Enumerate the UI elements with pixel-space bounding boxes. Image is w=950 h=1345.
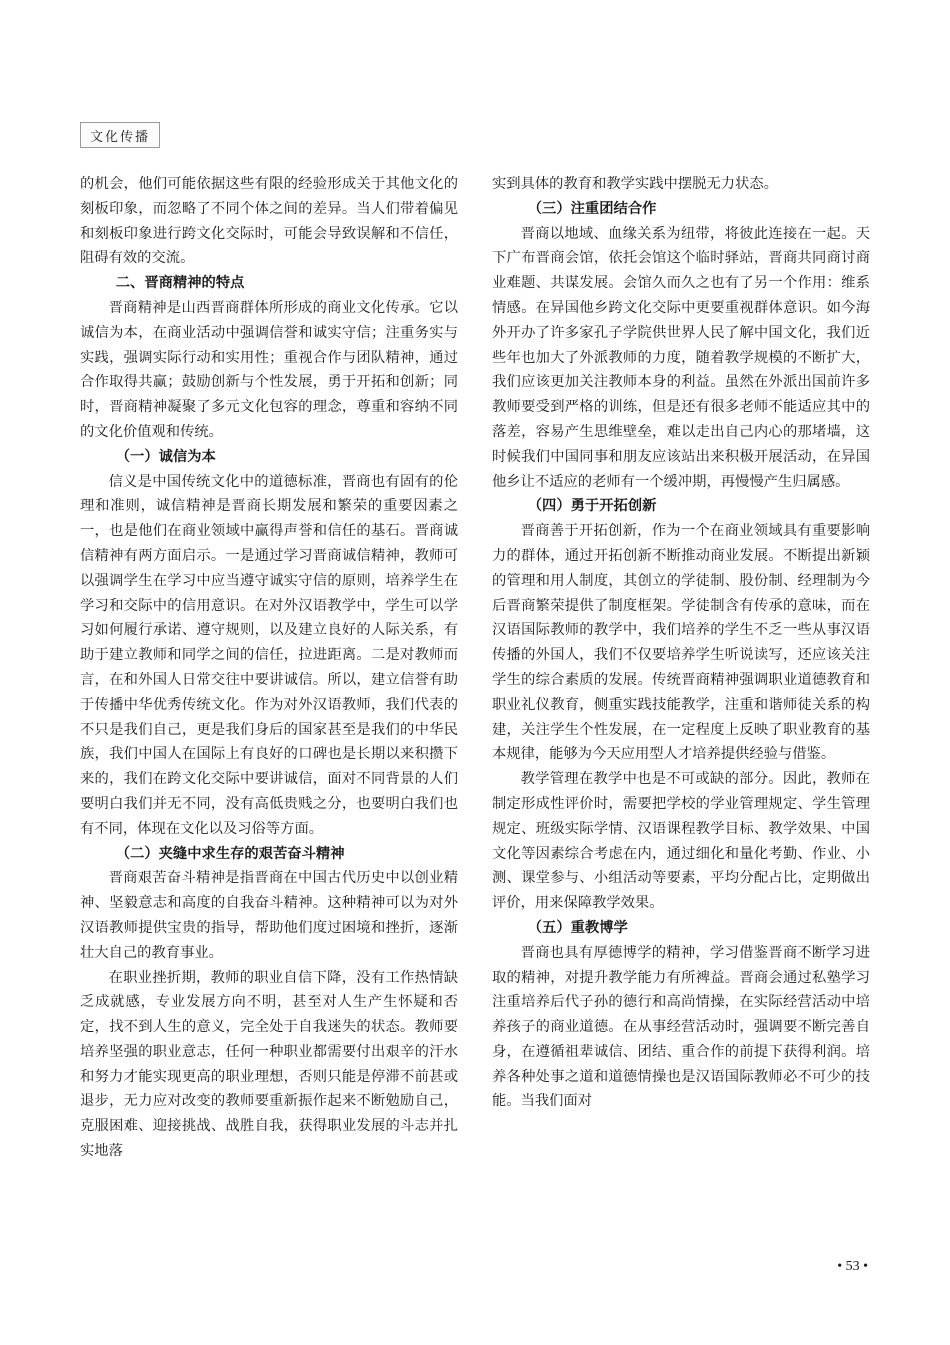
- paragraph-subsection-2a: 晋商艰苦奋斗精神是指晋商在中国古代历史中以创业精神、坚毅意志和高度的自我奋斗精神。这种精神可以为对外汉语教师提供宝贵的指导，帮助他们度过困境和挫折，逐渐壮大自己的教育事业。: [80, 870, 458, 961]
- heading-section-2: 二、晋商精神的特点: [115, 275, 245, 292]
- paragraph-subsection-4b: 教学管理在教学中也是不可或缺的部分。因此，教师在制定形成性评价时，需要把学校的学业管理规定、学生管理规定、班级实际学情、汉语课程教学目标、教学效果、中国文化等因素综合考虑在内，通过细化和量化考勤、作业、小测、课堂参与、小组活动等要素，平均分配占比，定期做出评价，用来保障教学效果。: [492, 771, 870, 912]
- paragraph-subsection-2b: 在职业挫折期，教师的职业自信下降，没有工作热情缺乏成就感，专业发展方向不明，甚至对人生产生怀疑和否定，找不到人生的意义，完全处于自我迷失的状态。教师要培养坚强的职业意志，任何一种职业都需要付出艰辛的汗水和努力才能实现更高的职业理想，否则只能是停滞不前甚或退步，无力应对改变的教师要重新振作起来不断勉励自己，克服困难、迎接挑战、战胜自我，获得职业发展的斗志并扎实地落: [80, 969, 458, 1160]
- left-column: [80, 172, 458, 1164]
- paragraph-section-2: 晋商精神是山西晋商群体所形成的商业文化传承。它以诚信为本，在商业活动中强调信誉和诚实守信；注重务实与实践，强调实际行动和实用性；重视合作与团队精神，通过合作取得共赢；鼓励创新与个性发展，勇于开拓和创新；同时，晋商精神凝聚了多元文化包容的理念，尊重和容纳不同的文化价值观和传统。: [80, 299, 458, 440]
- paragraph-intro-continued: 的机会，他们可能依据这些有限的经验形成关于其他文化的刻板印象，而忽略了不同个体之间的差异。当人们带着偏见和刻板印象进行跨文化交际时，可能会导致误解和不信任，阻碍有效的交流。: [80, 176, 458, 267]
- right-column: [492, 172, 870, 1114]
- paragraph-continued: 实到具体的教育和教学实践中摆脱无力状态。: [492, 176, 778, 192]
- paragraph-subsection-1: 信义是中国传统文化中的道德标准，晋商也有固有的伦理和准则，诚信精神是晋商长期发展和繁荣的重要因素之一，也是他们在商业领域中赢得声誉和信任的基石。晋商诚信精神有两方面启示。一是通过学习晋商诚信精神，教师可以强调学生在学习中应当遵守诚实守信的原则，培养学生在学习和交际中的信用意识。在对外汉语教学中，学生可以学习如何履行承诺、遵守规则，以及建立良好的人际关系，有助于建立教师和同学之间的信任，拉进距离。二是对教师而言，在和外国人日常交往中要讲诚信。所以，建立信誉有助于传播中华优秀传统文化。作为对外汉语教师，我们代表的不只是我们自己，更是我们身后的国家甚至是我们的中华民族，我们中国人在国际上有良好的口碑也是长期以来积攒下来的，我们在跨文化交际中要讲诚信，面对不同背景的人们要明白我们并无不同，没有高低贵贱之分，也要明白我们也有不同，体现在文化以及习俗等方面。: [80, 473, 458, 837]
- heading-subsection-4: （四）勇于开拓创新: [527, 498, 657, 515]
- heading-subsection-3: （三）注重团结合作: [527, 200, 657, 217]
- section-label: 文化传播: [80, 122, 160, 148]
- heading-subsection-5: （五）重教博学: [527, 919, 628, 936]
- heading-subsection-2: （二）夹缝中求生存的艰苦奋斗精神: [115, 845, 345, 862]
- paragraph-subsection-5: 晋商也具有厚德博学的精神，学习借鉴晋商不断学习进取的精神，对提升教学能力有所裨益。晋商会通过私塾学习注重培养后代子孙的德行和高尚情操，在实际经营活动中培养孩子的商业道德。在从事经营活动时，强调要不断完善自身，在遵循祖辈诚信、团结、重合作的前提下获得利润。培养各种处事之道和道德情操也是汉语国际教师必不可少的技能。当我们面对: [492, 944, 870, 1110]
- page-number: • 53 •: [837, 1259, 868, 1274]
- paragraph-subsection-4a: 晋商善于开拓创新，作为一个在商业领域具有重要影响力的群体，通过开拓创新不断推动商业发展。不断提出新颖的管理和用人制度，其创立的学徒制、股份制、经理制为今后晋商繁荣提供了制度框架。学徒制含有传承的意味，而在汉语国际教师的教学中，我们培养的学生不乏一些从事汉语传播的外国人，我们不仅要培养学生听说读写，还应该关注学生的综合素质的发展。传统晋商精神强调职业道德教育和职业礼仪教育，侧重实践技能教学，注重和谐师徒关系的构建，关注学生个性发展，在一定程度上反映了职业教育的基本规律，能够为今天应用型人才培养提供经验与借鉴。: [492, 523, 870, 763]
- heading-subsection-1: （一）诚信为本: [115, 448, 216, 465]
- paragraph-subsection-3: 晋商以地域、血缘关系为纽带，将彼此连接在一起。天下广布晋商会馆，依托会馆这个临时驿站，晋商共同商讨商业难题、共谋发展。会馆久而久之也有了另一个作用：维系情感。在异国他乡跨文化交际中更要重视群体意识。如今海外开办了许多家孔子学院供世界人民了解中国文化，我们近些年也加大了外派教师的力度，随着教学规模的不断扩大，我们应该更加关注教师本身的利益。虽然在外派出国前许多教师要受到严格的训练，但是还有很多老师不能适应其中的落差，容易产生思维壁垒，难以走出自己内心的那堵墙，这时候我们中国同事和朋友应该站出来积极开展活动，在异国他乡让不适应的老师有一个缓冲期，再慢慢产生归属感。: [492, 225, 870, 490]
